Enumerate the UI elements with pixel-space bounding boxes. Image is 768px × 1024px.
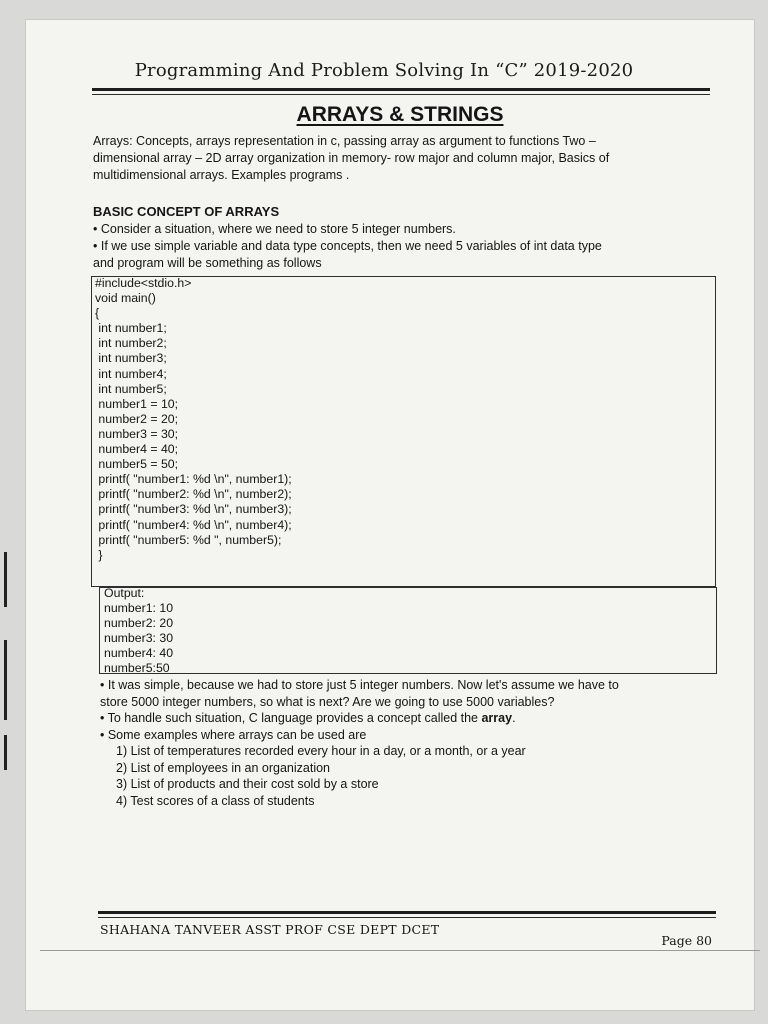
output-line: number5:50 [104,661,170,676]
footer-author: SHAHANA TANVEER ASST PROF CSE DEPT DCET [100,922,440,937]
code-line: printf( "number1: %d \n", number1); [95,472,292,487]
intro-line: Arrays: Concepts, arrays representation in c, passing array as argument to functions Two – [93,134,596,148]
bullet-line: • If we use simple variable and data type concepts, then we need 5 variables of int data type [93,239,602,253]
code-listing [95,276,292,563]
example-item: 4) Test scores of a class of students [116,793,315,808]
code-line: number5 = 50; [95,457,179,472]
emphasis-array: array [481,711,513,725]
code-line: #include<stdio.h> [95,276,192,290]
body-line: • It was simple, because we had to store just 5 integer numbers. Now let's assume we have to [100,678,619,692]
code-line: printf( "number3: %d \n", number3); [95,502,292,517]
code-line: void main() [95,291,156,306]
code-line: printf( "number2: %d \n", number2); [95,487,292,502]
code-line: printf( "number5: %d ", number5); [95,532,282,547]
output-line: number1: 10 [104,601,174,616]
chapter-title: ARRAYS & STRINGS [296,103,504,126]
footer-rule [98,911,716,914]
bullet-line: • Consider a situation, where we need to store 5 integer numbers. [93,222,456,236]
intro-line: multidimensional arrays. Examples programs . [93,168,350,182]
after-code-text [100,677,715,809]
code-line: number2 = 20; [95,411,179,426]
chapter-intro [93,133,705,184]
output-box [99,587,717,674]
code-line: number3 = 30; [95,426,179,441]
code-line: int number2; [95,336,167,351]
binding-mark [4,552,7,607]
binding-mark [4,735,7,770]
running-header: Programming And Problem Solving In “C” 2019-2020 [134,60,634,81]
footer-rule-thin [98,917,716,918]
code-line: printf( "number4: %d \n", number4); [95,517,292,532]
body-line: • Some examples where arrays can be used are [100,727,367,742]
page-number: Page 80 [661,933,712,948]
example-item: 3) List of products and their cost sold by a store [116,777,379,791]
code-line: number1 = 10; [95,396,179,411]
output-line: number4: 40 [104,646,174,661]
output-line: number3: 30 [104,631,174,646]
body-line: store 5000 integer numbers, so what is next? Are we going to use 5000 variables? [100,694,555,709]
intro-line: dimensional array – 2D array organization in memory- row major and column major, Basics of [93,151,610,165]
example-item: 1) List of temperatures recorded every hour in a day, or a month, or a year [116,744,526,758]
code-line: { [95,306,100,321]
output-line: number2: 20 [104,616,174,631]
header-rule-thin [92,94,710,95]
code-line: int number3; [95,351,167,366]
code-line: int number1; [95,321,167,336]
code-line: } [95,547,103,562]
binding-mark [4,640,7,720]
bullet-line: and program will be something as follows [93,256,322,270]
section-bullets [93,221,713,272]
output-line: Output: [104,586,145,600]
section-heading: BASIC CONCEPT OF ARRAYS [93,204,280,219]
header-rule [92,88,710,91]
page-bottom-edge [40,950,760,951]
body-line: • To handle such situation, C language provides a concept called the array. [100,711,516,725]
code-line: number4 = 40; [95,442,179,457]
code-line: int number4; [95,366,167,381]
code-line: int number5; [95,381,167,396]
program-output [104,586,173,677]
example-item: 2) List of employees in an organization [116,760,331,775]
